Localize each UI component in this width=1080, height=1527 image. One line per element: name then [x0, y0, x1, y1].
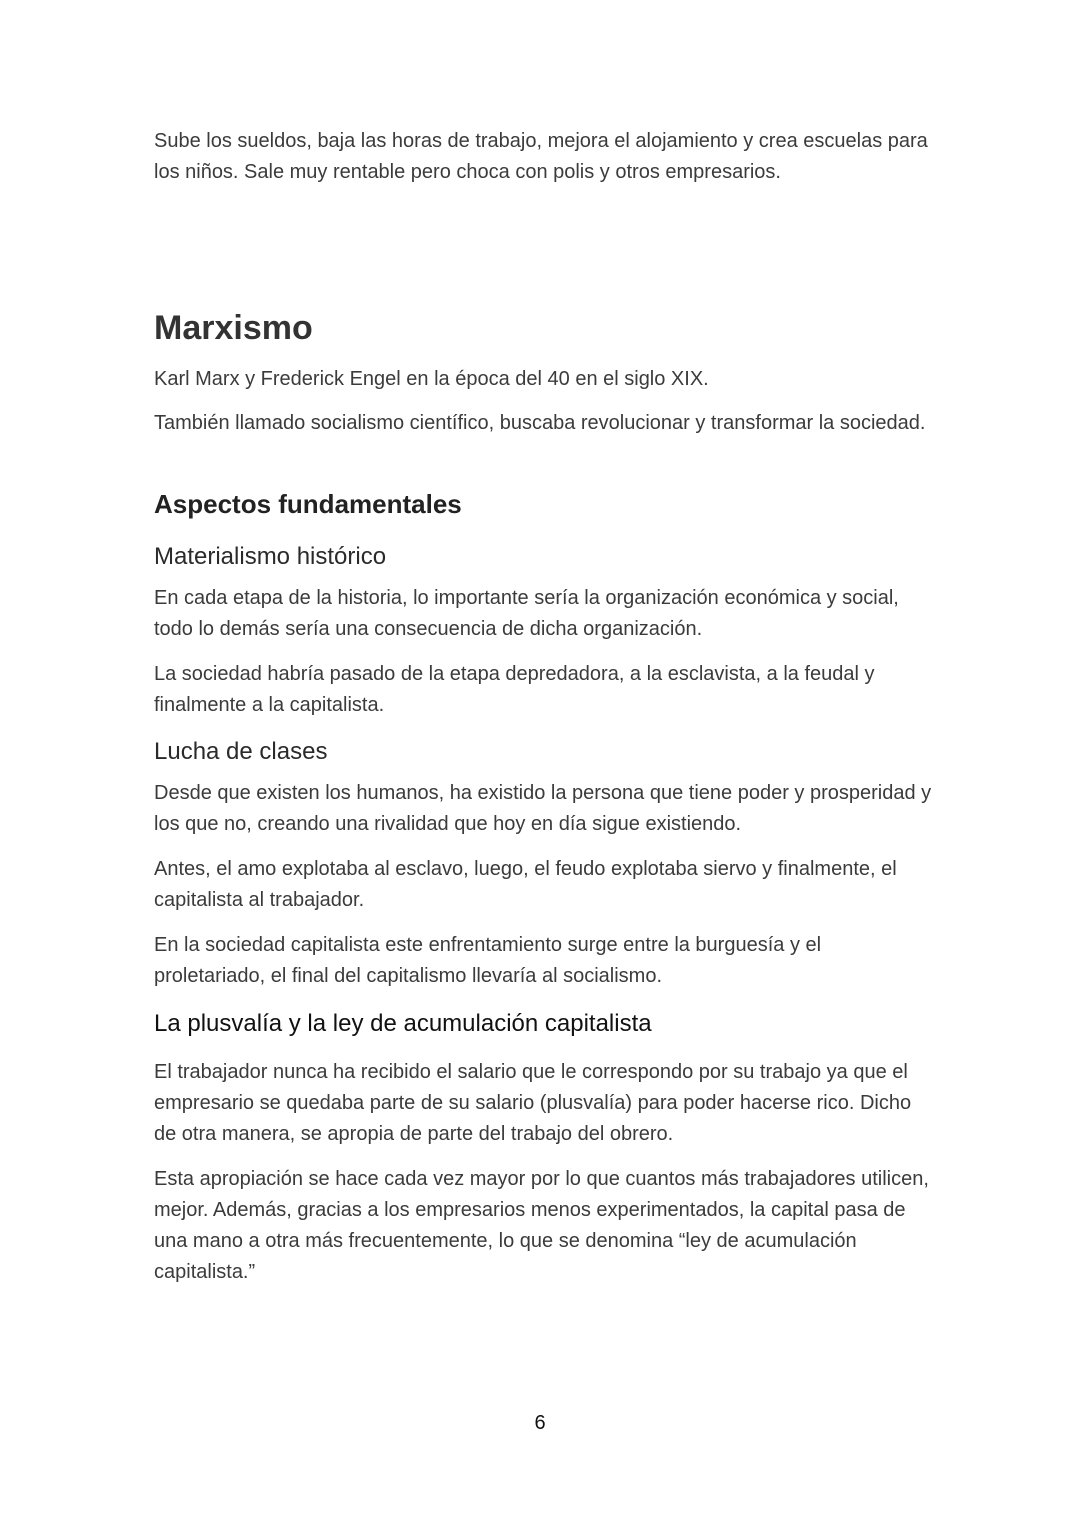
subheading-lucha-de-clases: Lucha de clases [154, 738, 328, 765]
lucha-paragraph-1: Desde que existen los humanos, ha existido la persona que tiene poder y prosperidad y los que no, creando una rivalidad que hoy en día sigue existiendo. [154, 782, 932, 835]
materialismo-paragraph-2: La sociedad habría pasado de la etapa depredadora, a la esclavista, a la feudal y finalmente a la capitalista. [154, 663, 875, 716]
page-number: 6 [534, 1412, 546, 1434]
plusvalia-paragraph-1: El trabajador nunca ha recibido el salario que le correspondo por su trabajo ya que el empresario se quedaba parte de su salario (plusvalía) para poder hacerse rico. Dicho de otra manera, se apropia de parte del trabajo del obrero. [154, 1061, 912, 1145]
section-title-marxismo: Marxismo [154, 309, 313, 347]
marxismo-paragraph-2: También llamado socialismo científico, buscaba revolucionar y transformar la sociedad. [154, 412, 926, 434]
materialismo-paragraph-1: En cada etapa de la historia, lo importante sería la organización económica y social, todo lo demás sería una consecuencia de dicha organización. [154, 587, 899, 640]
lucha-paragraph-2: Antes, el amo explotaba al esclavo, luego, el feudo explotaba siervo y finalmente, el capitalista al trabajador. [154, 858, 897, 911]
lucha-paragraph-3: En la sociedad capitalista este enfrentamiento surge entre la burguesía y el proletariado, el final del capitalismo llevaría al socialismo. [154, 934, 822, 987]
subheading-materialismo-historico: Materialismo histórico [154, 543, 387, 570]
plusvalia-paragraph-2: Esta apropiación se hace cada vez mayor por lo que cuantos más trabajadores utilicen, mejor. Además, gracias a los empresarios menos experimentados, la capital pasa de una mano a otra más frecuentemente, lo que se denomina “ley de acumulación capitalista.” [154, 1168, 929, 1283]
heading-aspectos-fundamentales: Aspectos fundamentales [154, 489, 462, 519]
marxismo-paragraph-1: Karl Marx y Frederick Engel en la época del 40 en el siglo XIX. [154, 368, 709, 390]
subheading-plusvalia: La plusvalía y la ley de acumulación capitalista [154, 1010, 652, 1037]
intro-paragraph: Sube los sueldos, baja las horas de trabajo, mejora el alojamiento y crea escuelas para los niños. Sale muy rentable pero choca con polis y otros empresarios. [154, 130, 928, 183]
